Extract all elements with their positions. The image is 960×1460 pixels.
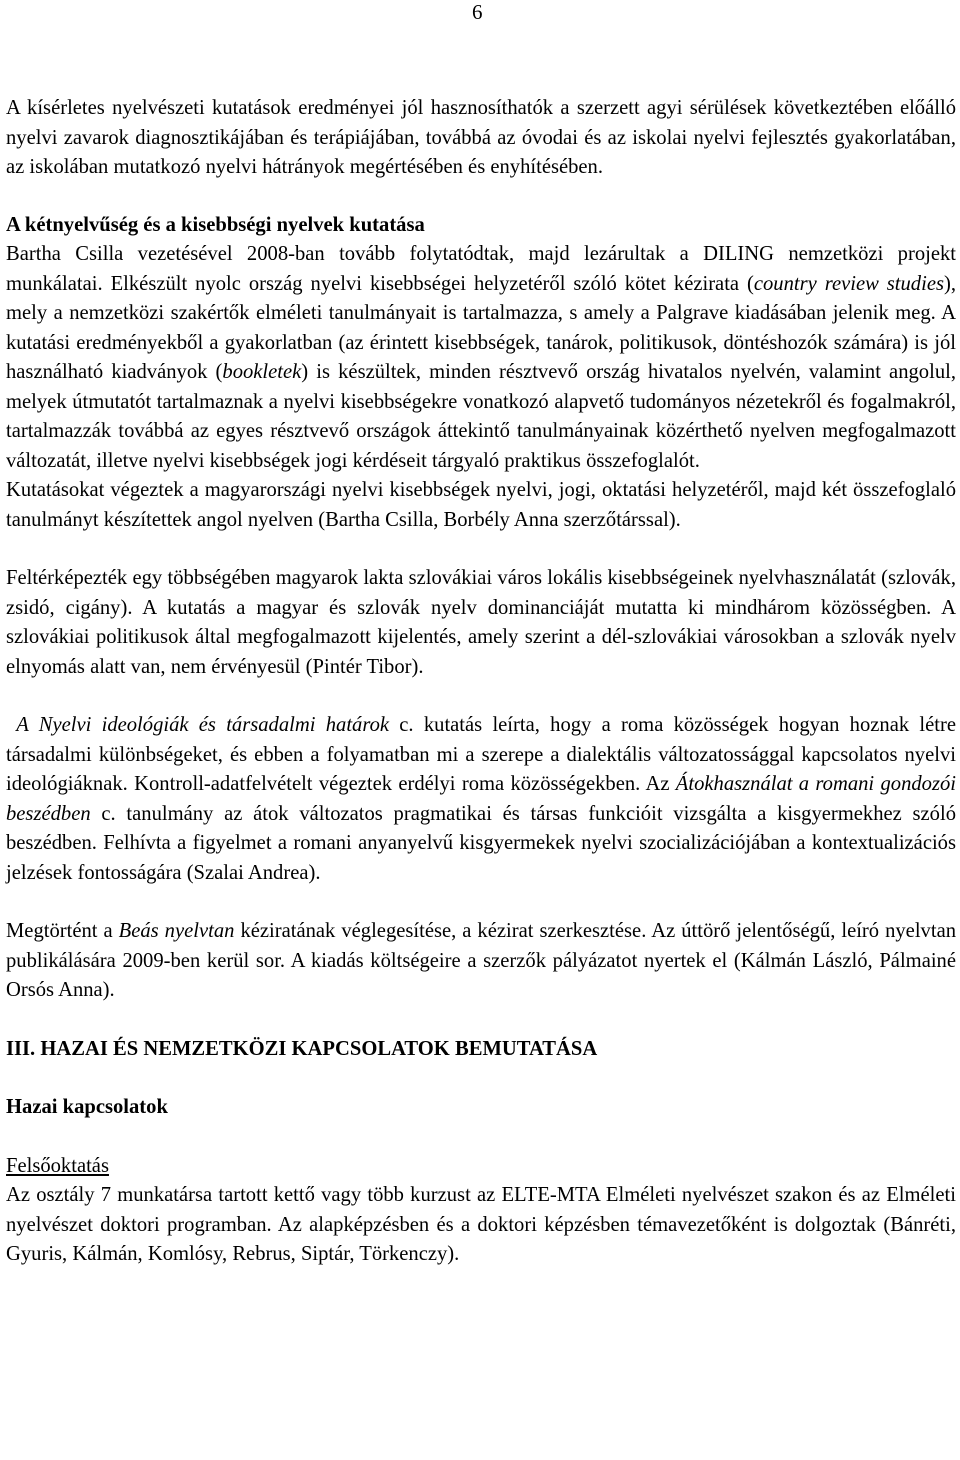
italic-run: Beás nyelvtan [118, 920, 235, 942]
paragraph-beas-grammar [6, 917, 956, 1006]
paragraph-diling [6, 240, 956, 476]
italic-run: A Nyelvi ideológiák és társadalmi határok [16, 714, 390, 736]
text-run: ), mely a nemzetközi szakértők elméleti tanulmányait is tartalmazza, s amely a Palgrave kiadásában jelenik meg. A kutatási eredményekből a gyakorlatban (az érintett kisebbségek, tanárok, politikusok, döntéshozók számára) is jól használható kiadványok ( [6, 272, 956, 383]
heading-bilingualism: A kétnyelvűség és a kisebbségi nyelvek kutatása [6, 213, 425, 236]
paragraph-hungarian-minorities: Kutatásokat végeztek a magyarországi nyelvi kisebbségek nyelvi, jogi, oktatási helyzetéről, majd két összefoglaló tanulmányt készítettek angol nyelven (Bartha Csilla, Borbély Anna szerzőtárssal). [6, 479, 956, 531]
text-run: c. tanulmány az átok változatos pragmatikai és társas funkcióit vizsgálta a kisgyermekhez szóló beszédben. Felhívta a figyelmet a romani anyanyelvű kisgyermekek nyelvi szocializációjában a kontextualizációs jelzések fontosságára (Szalai Andrea). [6, 802, 956, 884]
italic-run: country review studies [753, 272, 944, 295]
text-run: kéziratának véglegesítése, a kézirat szerkesztése. Az úttörő jelentőségű, leíró nyelvtan publikálására 2009-ben kerül sor. A kiadás költségeire a szerzők pályázatot nyertek el (Kálmán László, Pálmainé Orsós Anna). [6, 920, 957, 1001]
paragraph-roma [6, 711, 956, 888]
heading-domestic-relations: Hazai kapcsolatok [6, 1096, 168, 1118]
paragraph-slovakia: Feltérképezték egy többségében magyarok lakta szlovákiai város lokális kisebbségeinek nyelvhasználatát (szlovák, zsidó, cigány). A kutatás a magyar és szlovák nyelv dominanciáját mutatta ki mindhárom közösségben. A szlovákiai politikusok által megfogalmazott kijelentés, amely szerint a dél-szlovákiai városokban a szlovák nyelv elnyomás alatt van, nem érvényesül (Pintér Tibor). [6, 567, 956, 678]
heading-section-iii: III. HAZAI ÉS NEMZETKÖZI KAPCSOLATOK BEMUTATÁSA [6, 1037, 598, 1060]
paragraph-intro: A kísérletes nyelvészeti kutatások eredményei jól hasznosíthatók a szerzett agyi sérülések következtében előálló nyelvi zavarok diagnosztikájában és terápiájában, továbbá az óvodai és az iskolai nyelvi fejlesztés gyakorlatában, az iskolában mutatkozó nyelvi hátrányok megértésében és enyhítésében. [6, 97, 956, 178]
text-run: ) is készültek, minden résztvevő ország hivatalos nyelvén, valamint angolul, melyek útmutatót tartalmaznak a nyelvi kisebbségekre vonatkozó alapvető tudományos nézetekről és fogalmakról, tartalmazzák továbbá az egyes résztvevő országok áttekintő tanulmányainak közérthető nyelven megfogalmazott változatát, illetve nyelvi kisebbségek jogi kérdéseit tárgyaló praktikus összefoglalót. [6, 361, 956, 472]
italic-run: bookletek [222, 361, 302, 383]
text-run: Bartha Csilla vezetésével 2008-ban tovább folytatódtak, majd lezárultak a DILING nemzetközi projekt munkálatai. Elkészült nyolc ország nyelvi kisebbségei helyzetéről szóló kötet kézirata ( [6, 243, 956, 295]
italic-run: Átokhasználat a romani gondozói beszédben [6, 773, 956, 825]
paragraph-teaching: Az osztály 7 munkatársa tartott kettő vagy több kurzust az ELTE-MTA Elméleti nyelvészet szakon és az Elméleti nyelvészet doktori programban. Az alapképzésben és a doktori képzésben témavezetőként is dolgoztak (Bánréti, Gyuris, Kálmán, Komlósy, Rebrus, Siptár, Törkenczy). [6, 1184, 956, 1265]
page-number: 6 [472, 0, 483, 24]
heading-higher-education: Felsőoktatás [6, 1154, 109, 1177]
text-run: c. kutatás leírta, hogy a roma közösségek hogyan hoznak létre társadalmi különbségeket, és ebben a folyamatban mi a szerepe a dialektális változatossággal kapcsolatos nyelvi ideológiáknak. Kontroll-adatfelvételt végeztek erdélyi roma közösségekben. Az [6, 714, 956, 795]
text-run: Megtörtént a [6, 920, 119, 942]
document-body [6, 94, 956, 1270]
